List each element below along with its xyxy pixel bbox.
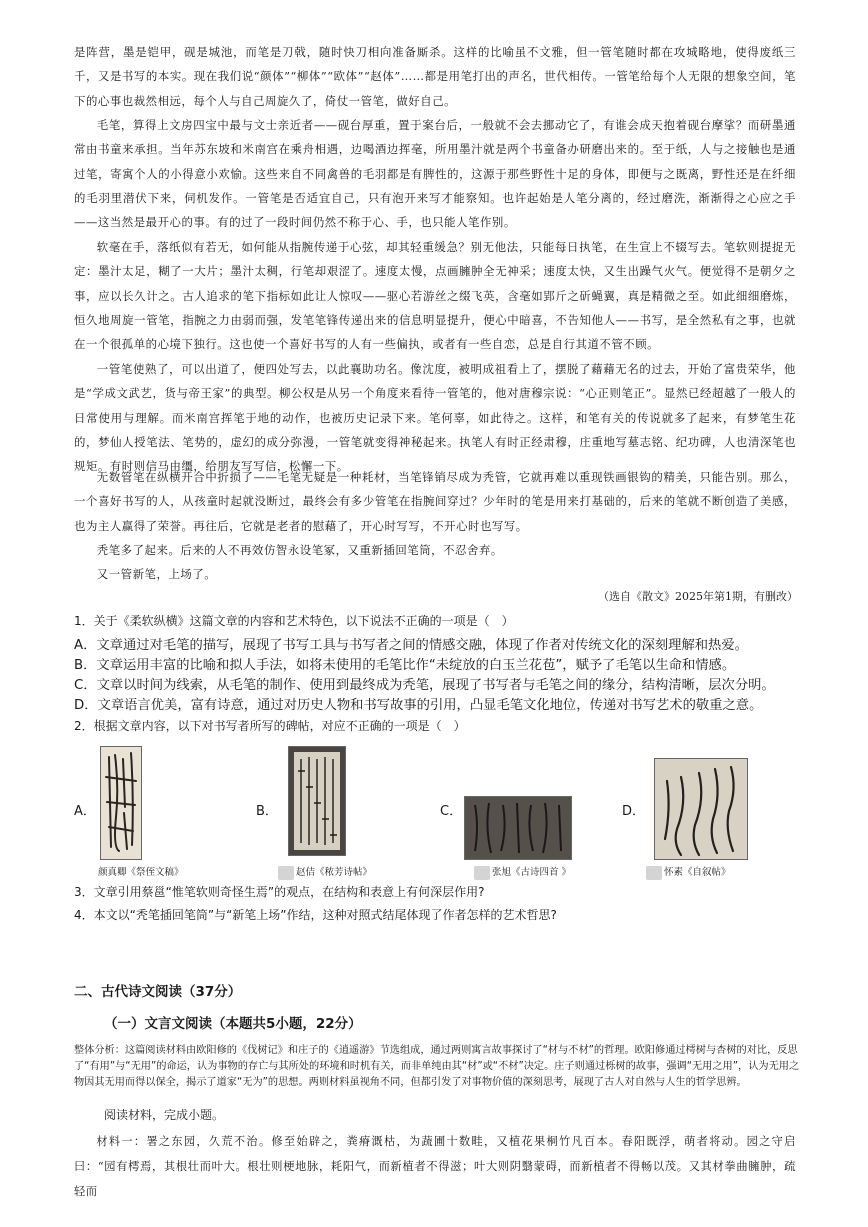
article-paragraph: 软毫在手，落纸似有若无，如何能从指腕传递于心弦，却其轻重缓急？别无他法，只能每日执笔，在生宣上不辍写去。笔软则提捉无定：墨汁太足，糊了一大片；墨汁太稠，行笔却艰涩了。速度太慢，点画臃肿全无神采；速度太快，又生出躁气火气。便觉得不是朝夕之事，应以长久计之。古人追求的笔下指标如此让人惊叹——驱心若游丝之缀飞英，含毫如郢斤之斫蝇翼，真是精微之至。如此细细磨炼，恒久地周旋一管笔，指腕之力由弱而强，发笔笔锋传递出来的信息明显提升，便心中暗喜，不告知他人——书写，是全然私有之事，也就在一个很孤单的心境下独行。这也使一个喜好书写的人有一些偏执，或者有一些自恋，总是自行其道不管不顾。 (74, 240, 796, 352)
question-2: 2．根据文章内容，以下对书写者所写的碑帖，对应不正确的一项是（ ） (74, 719, 466, 733)
option-letter: D． (622, 804, 646, 819)
question-1-option-b: B．文章运用丰富的比喻和拟人手法，如将未使用的毛笔比作“未绽放的白玉兰花苞”，赋予了毛笔以生命和情感。 (74, 658, 736, 673)
calligraphy-image-d (654, 758, 748, 860)
image-caption: 颜真卿《祭侄文稿》 (98, 867, 184, 878)
calligraphy-image-c (464, 796, 572, 860)
question-4: 4．本文以“秃笔插回笔筒”与“新笔上场”作结，这种对照式结尾体现了作者怎样的艺术哲思? (74, 908, 557, 922)
image-caption: 怀素《自叙帖》 (646, 864, 731, 880)
article-paragraph: 毛笔，算得上文房四宝中最与文士亲近者——砚台厚重，置于案台后，一般就不会去挪动它了，有谁会成天抱着砚台摩挲？而研墨通常由书童来承担。当年苏东坡和米南宫在乘舟相遇，边喝酒边挥毫，所用墨汁就是两个书童备办研磨出来的。至于纸，人与之接触也是通过笔，寄寓个人的小得意小欢愉。这些来自不同禽兽的毛羽都是有脾性的，这源于那些野性十足的身体，即便与之既离，野性还是在纤细的毛羽里潜伏下来，伺机发作。一管笔是否适宜自己，只有泡开来写才能察知。也许起始是人笔分离的，经过磨洗，渐渐得之心应之手——这当然是最开心的事。有的过了一段时间仍然不称于心、手，也只能人笔作别。 (74, 118, 796, 230)
option-letter: C． (440, 804, 463, 819)
article-paragraph: 是阵营，墨是铠甲，砚是城池，而笔是刀戟，随时快刀相向准备厮杀。这样的比喻虽不文雅，但一管笔随时都在攻城略地，使得废纸三千，又是书写的本实。现在我们说“颜体”“柳体”“欧体”“赵体”……都是用笔打出的声名，世代相传。一管笔给每个人无限的想象空间，笔下的心事也裁然相远，每个人与自己周旋久了，倚仗一管笔，做好自己。 (74, 45, 796, 108)
calligraphy-image-a (100, 746, 142, 860)
option-letter: B． (256, 804, 278, 819)
option-letter: A． (74, 804, 96, 819)
blurred-watermark (474, 866, 490, 880)
image-caption: 张旭《古诗四首 》 (474, 864, 571, 880)
image-caption: 赵佶《秾芳诗帖》 (278, 864, 372, 880)
reading-material: 材料一：署之东园，久荒不治。修至始辟之，粪瘠溉枯，为蔬圃十数畦，又植花果桐竹凡百本。春阳既浮，萌者将动。园之守启曰：“园有樗焉，其根壮而叶大。根壮则梗地脉，耗阳气，而新植者不得滋；叶大则阴翳蒙碍，而新植者不得畅以茂。又其材拳曲臃肿，疏轻而 (74, 1135, 796, 1198)
article-source: （选自《散文》2025年第1期，有删改） (598, 590, 798, 603)
overall-analysis: 整体分析：这篇阅读材料由欧阳修的《伐树记》和庄子的《逍遥游》节选组成，通过两则寓言故事探讨了“材与不材”的哲理。欧阳修通过樗树与杏树的对比，反思了“有用”与“无用”的命运，认为事物的存亡与其所处的环境和时机有关，而非单纯由其“材”或“不材”决定。庄子则通过栎树的故事，强调“无用之用”，认为无用之物因其无用而得以保全，揭示了道家“无为”的思想。两则材料虽视角不同，但都引发了对事物价值的深刻思考，展现了古人对自然与人生的哲学思辨。 (74, 1045, 800, 1089)
question-3: 3．文章引用蔡邕“惟笔软则奇怪生焉”的观点，在结构和表意上有何深层作用? (74, 885, 485, 899)
article-paragraph: 无数管笔在纵横开合中折损了——毛笔无疑是一种耗材，当笔锋销尽成为秃管，它就再难以重现铁画银钩的精美，只能告别。那么，一个喜好书写的人，从孩童时起就没断过，最终会有多少管笔在指腕间穿过？少年时的笔是用来打基础的，后来的笔就不断创造了美感，也为主人赢得了荣誉。再往后，它就是老者的慰藉了，开心时写写，不开心时也写写。 (74, 470, 796, 533)
question-2-image-options (74, 742, 794, 877)
question-1: 1．关于《柔软纵横》这篇文章的内容和艺术特色，以下说法不正确的一项是（ ） (74, 614, 514, 628)
article-paragraph: 又一管新笔，上场了。 (96, 567, 217, 581)
calligraphy-image-b (288, 746, 346, 856)
reading-instruction: 阅读材料，完成小题。 (104, 1108, 225, 1122)
subsection-title: （一）文言文阅读（本题共5小题，22分） (104, 1016, 362, 1032)
question-1-option-c: C．文章以时间为线索，从毛笔的制作、使用到最终成为秃笔，展现了书写者与毛笔之间的缘分，结构清晰，层次分明。 (74, 678, 775, 693)
article-paragraph: 一管笔使熟了，可以出道了，便四处写去，以此襄助功名。像沈度，被明成祖看上了，摆脱了藉藉无名的过去，开始了富贵荣华，他是“学成文武艺，货与帝王家”的典型。柳公权是从另一个角度来看待一管笔的，他对唐穆宗说：“心正则笔正”。显然已经超越了一般人的日常使用与理解。而米南宫挥笔于地的动作，也被历史记录下来。笔何辜，如此待之。这样，和笔有关的传说就多了起来，有梦笔生花的，梦仙人授笔法、笔势的，虚幻的成分弥漫，一管笔就变得神秘起来。执笔人有时正经肃穆，庄重地写墓志铭、纪功碑，人也清深笔也规矩。有时则信马由缰，给朋友写写信，松懈一下。 (74, 362, 796, 474)
section-title: 二、古代诗文阅读（37分） (74, 984, 242, 1000)
blurred-watermark (278, 866, 294, 880)
question-1-option-d: D．文章语言优美，富有诗意，通过对历史人物和书写故事的引用，凸显毛笔文化地位，传递对书写艺术的敬重之意。 (74, 698, 763, 713)
question-1-option-a: A．文章通过对毛笔的描写，展现了书写工具与书写者之间的情感交融，体现了作者对传统文化的深刻理解和热爱。 (74, 638, 748, 653)
blurred-watermark (646, 866, 662, 880)
article-paragraph: 秃笔多了起来。后来的人不再效仿智永设笔冢，又重新插回笔筒，不忍舍弃。 (96, 543, 503, 557)
